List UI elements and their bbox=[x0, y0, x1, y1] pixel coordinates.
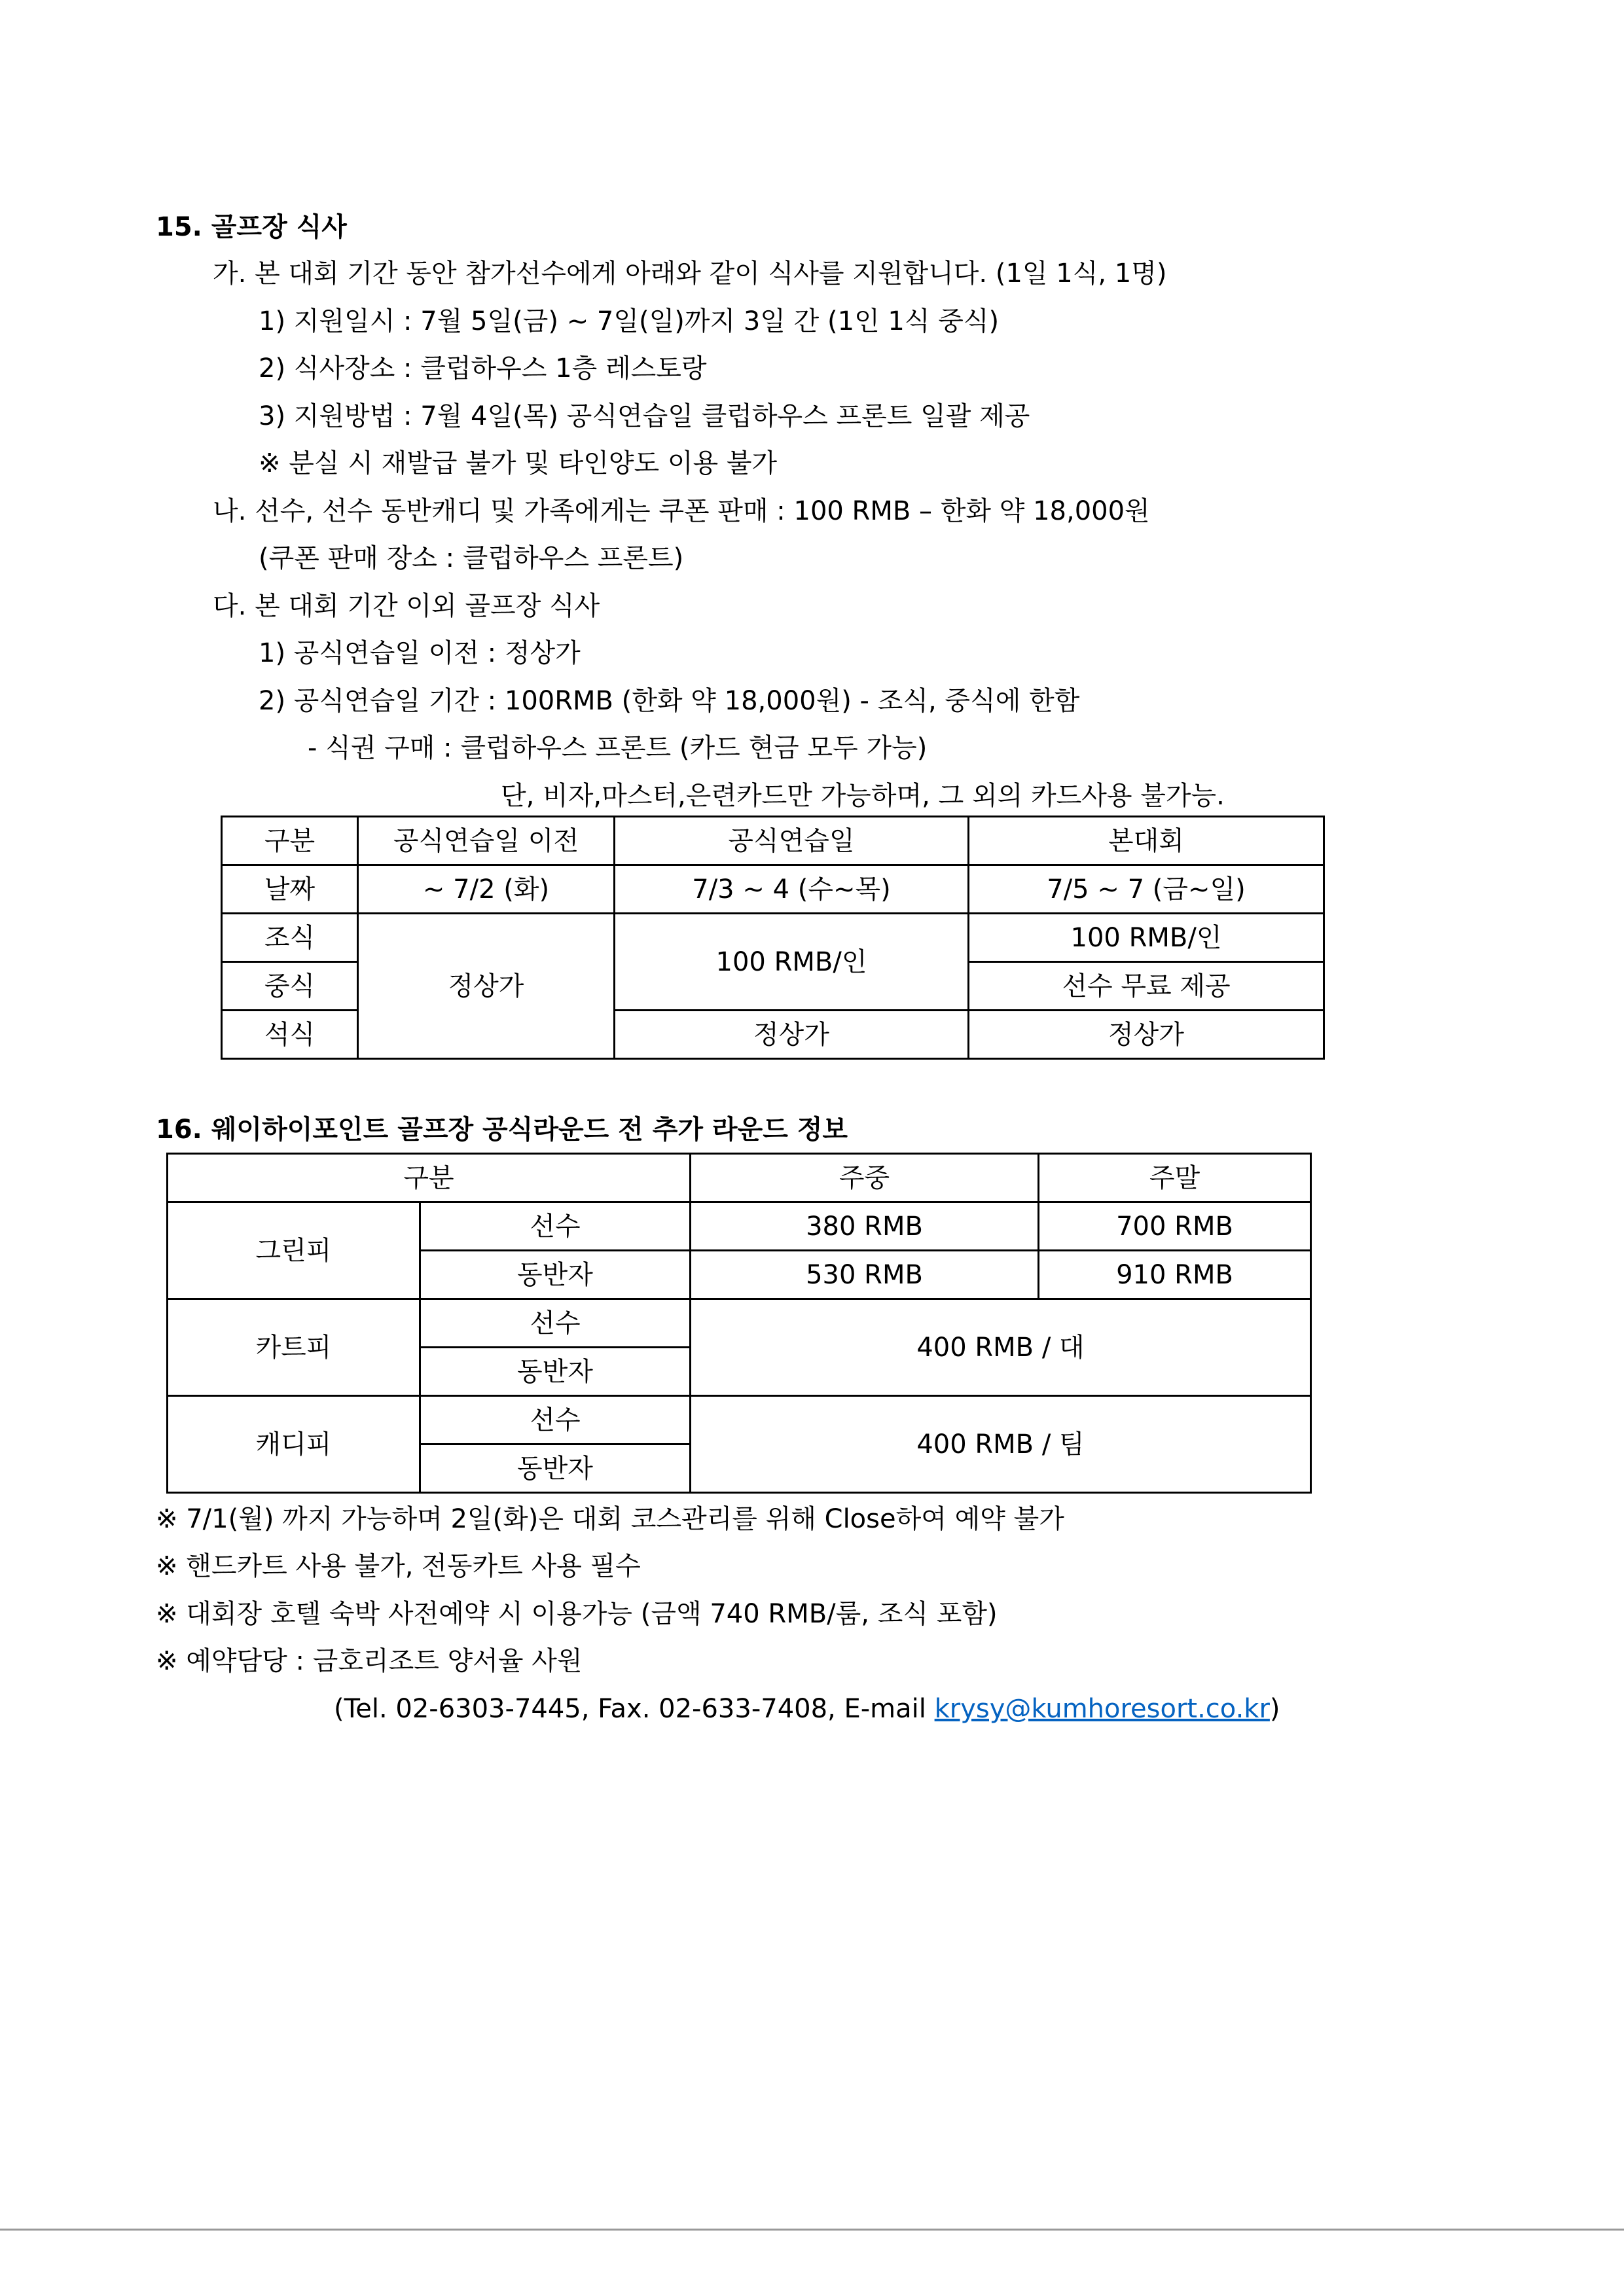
meal-date-practice: 7/3 ~ 4 (수~목) bbox=[615, 865, 969, 914]
s15-da-2b: 단, 비자,마스터,은련카드만 가능하며, 그 외의 카드사용 불가능. bbox=[501, 781, 1225, 811]
meal-header-practice: 공식연습일 bbox=[615, 817, 969, 865]
fee-caddie-companion: 동반자 bbox=[420, 1444, 691, 1493]
meal-main-lunch: 선수 무료 제공 bbox=[969, 962, 1324, 1011]
fee-caddie-price: 400 RMB / 팀 bbox=[691, 1396, 1311, 1493]
s16-note-2: ※ 핸드카트 사용 불가, 전동카트 사용 필수 bbox=[156, 1551, 641, 1581]
meal-date-label: 날짜 bbox=[222, 865, 358, 914]
meal-dinner-practice: 정상가 bbox=[615, 1011, 969, 1059]
meal-practice-price: 100 RMB/인 bbox=[615, 914, 969, 1011]
s15-ga: 가. 본 대회 기간 동안 참가선수에게 아래와 같이 식사를 지원합니다. (1일 1식, 1명) bbox=[213, 259, 1167, 289]
meal-main-breakfast: 100 RMB/인 bbox=[969, 914, 1324, 962]
s15-ga-1: 1) 지원일시 : 7월 5일(금) ~ 7일(일)까지 3일 간 (1인 1식 중식) bbox=[259, 306, 1000, 336]
fee-cart-label: 카트피 bbox=[168, 1299, 420, 1396]
fee-cart-companion: 동반자 bbox=[420, 1348, 691, 1396]
fee-header-weekend: 주말 bbox=[1039, 1154, 1311, 1202]
fee-green-companion-weekday: 530 RMB bbox=[691, 1251, 1039, 1299]
contact-prefix: (Tel. 02-6303-7445, Fax. 02-633-7408, E-mail bbox=[334, 1694, 935, 1724]
meal-table bbox=[221, 816, 1325, 1060]
section-16-title: 16. 웨이하이포인트 골프장 공식라운드 전 추가 라운드 정보 bbox=[156, 1115, 848, 1145]
meal-lunch-label: 중식 bbox=[222, 962, 358, 1011]
fee-green-label: 그린피 bbox=[168, 1202, 420, 1299]
fee-green-companion-weekend: 910 RMB bbox=[1039, 1251, 1311, 1299]
fee-green-companion: 동반자 bbox=[420, 1251, 691, 1299]
s15-da-2: 2) 공식연습일 기간 : 100RMB (한화 약 18,000원) - 조식, 중식에 한함 bbox=[259, 686, 1080, 716]
meal-header-before-practice: 공식연습일 이전 bbox=[358, 817, 615, 865]
fee-green-player-weekday: 380 RMB bbox=[691, 1202, 1039, 1251]
s16-note-1: ※ 7/1(월) 까지 가능하며 2일(화)은 대회 코스관리를 위해 Close하여 예약 불가 bbox=[156, 1504, 1064, 1534]
meal-breakfast-label: 조식 bbox=[222, 914, 358, 962]
round-fee-table bbox=[166, 1153, 1312, 1494]
meal-before-regular: 정상가 bbox=[358, 914, 615, 1059]
section-15-title: 15. 골프장 식사 bbox=[156, 212, 347, 242]
fee-green-player-weekend: 700 RMB bbox=[1039, 1202, 1311, 1251]
s15-da-1: 1) 공식연습일 이전 : 정상가 bbox=[259, 638, 581, 668]
s15-ga-note: ※ 분실 시 재발급 불가 및 타인양도 이용 불가 bbox=[259, 448, 778, 478]
meal-dinner-main: 정상가 bbox=[969, 1011, 1324, 1059]
contact-suffix: ) bbox=[1269, 1694, 1280, 1724]
s16-contact bbox=[334, 1696, 1280, 1722]
fee-caddie-player: 선수 bbox=[420, 1396, 691, 1444]
s15-da-2a: - 식권 구매 : 클럽하우스 프론트 (카드 현금 모두 가능) bbox=[308, 733, 928, 763]
meal-date-before: ~ 7/2 (화) bbox=[358, 865, 615, 914]
meal-date-main: 7/5 ~ 7 (금~일) bbox=[969, 865, 1324, 914]
fee-cart-player: 선수 bbox=[420, 1299, 691, 1348]
fee-caddie-label: 캐디피 bbox=[168, 1396, 420, 1493]
meal-dinner-label: 석식 bbox=[222, 1011, 358, 1059]
s15-ga-2: 2) 식사장소 : 클럽하우스 1층 레스토랑 bbox=[259, 353, 707, 384]
page-footer-divider bbox=[0, 2229, 1624, 2231]
fee-green-player: 선수 bbox=[420, 1202, 691, 1251]
fee-header-weekday: 주중 bbox=[691, 1154, 1039, 1202]
fee-cart-price: 400 RMB / 대 bbox=[691, 1299, 1311, 1396]
fee-header-category: 구분 bbox=[168, 1154, 691, 1202]
s15-na: 나. 선수, 선수 동반캐디 및 가족에게는 쿠폰 판매 : 100 RMB – 한화 약 18,000원 bbox=[213, 496, 1150, 526]
s16-note-4: ※ 예약담당 : 금호리조트 양서율 사원 bbox=[156, 1646, 583, 1676]
email-link[interactable]: krysy@kumhoresort.co.kr bbox=[934, 1694, 1270, 1724]
meal-header-main: 본대회 bbox=[969, 817, 1324, 865]
s16-note-3: ※ 대회장 호텔 숙박 사전예약 시 이용가능 (금액 740 RMB/룸, 조식 포함) bbox=[156, 1599, 998, 1629]
meal-header-category: 구분 bbox=[222, 817, 358, 865]
s15-ga-3: 3) 지원방법 : 7월 4일(목) 공식연습일 클럽하우스 프론트 일괄 제공 bbox=[259, 401, 1030, 431]
s15-da: 다. 본 대회 기간 이외 골프장 식사 bbox=[213, 591, 600, 621]
s15-na-2: (쿠폰 판매 장소 : 클럽하우스 프론트) bbox=[259, 543, 684, 573]
